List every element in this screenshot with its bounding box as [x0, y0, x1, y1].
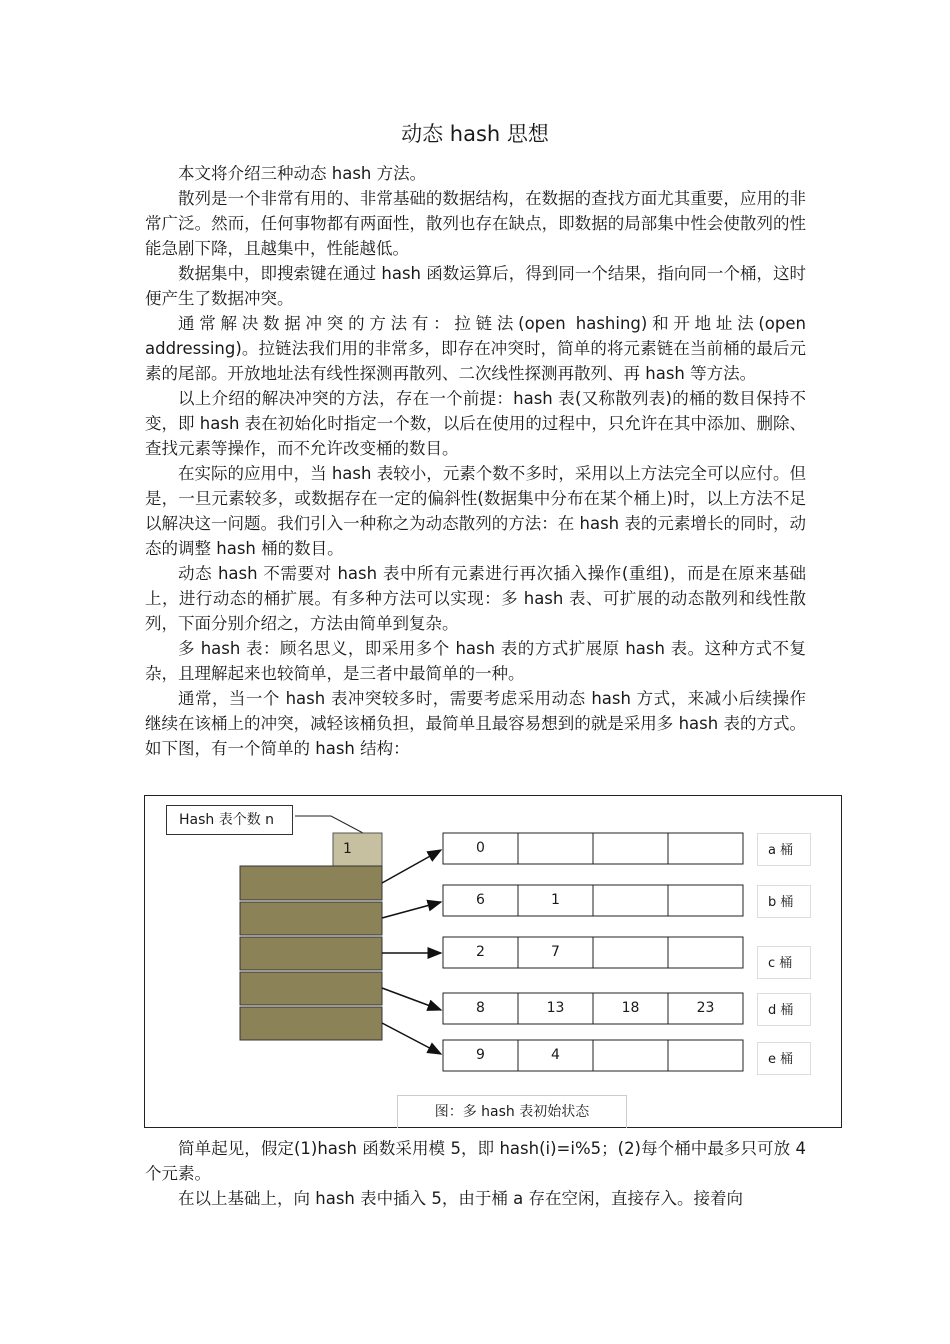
paragraph: 通常解决数据冲突的方法有：拉链法(open hashing)和开地址法(open addressing)。拉链法我们用的非常多，即存在冲突时，简单的将元素链在当前桶的最后元素的尾部。开放地址法有线性探测再散列、二次线性探测再散列、再 hash 等方法。: [145, 314, 806, 383]
paragraph: 在以上基础上，向 hash 表中插入 5，由于桶 a 存在空闲，直接存入。接着向: [178, 1189, 743, 1208]
bucket-cell: [668, 1040, 743, 1071]
bucket-cell: 8: [476, 1000, 485, 1016]
bucket-cell: [593, 937, 668, 968]
body-text-bottom: [145, 1136, 806, 1211]
bucket-cell: [593, 833, 668, 864]
bucket-cell: 23: [696, 1000, 715, 1016]
bucket-cell: 2: [476, 944, 485, 960]
paragraph: 以上介绍的解决冲突的方法，存在一个前提：hash 表(又称散列表)的桶的数目保持不变，即 hash 表在初始化时指定一个数，以后在使用的过程中，只允许在其中添加、删除、查找元素等操作，而不允许改变桶的数目。: [145, 389, 806, 458]
paragraph: 本文将介绍三种动态 hash 方法。: [178, 164, 427, 183]
paragraph: 简单起见，假定(1)hash 函数采用模 5，即 hash(i)=i%5；(2)每个桶中最多只可放 4 个元素。: [145, 1139, 806, 1183]
bucket-label-a: a 桶: [757, 833, 811, 866]
bucket-cell: [668, 937, 743, 968]
bucket-cell: 1: [551, 892, 560, 908]
figure-caption: 图：多 hash 表初始状态: [397, 1095, 627, 1128]
bucket-label-d: d 桶: [757, 993, 811, 1026]
paragraph: 动态 hash 不需要对 hash 表中所有元素进行再次插入操作(重组)，而是在原来基础上，进行动态的桶扩展。有多种方法可以实现：多 hash 表、可扩展的动态散列和线性散列，下面分别介绍之，方法由简单到复杂。: [145, 564, 806, 633]
hash-count-label: Hash 表个数 n: [166, 805, 293, 835]
bucket-cell: [668, 833, 743, 864]
bucket-cell: 0: [476, 840, 485, 856]
bucket-cell: 7: [551, 944, 560, 960]
body-text-top: [145, 161, 806, 761]
bucket-cell: 9: [476, 1047, 485, 1063]
arrow-d: [382, 988, 441, 1010]
count-pointer-line: [295, 816, 363, 833]
bucket-cell: [593, 1040, 668, 1071]
bucket-label-c: c 桶: [757, 946, 811, 979]
arrow-b: [382, 902, 441, 918]
arrow-e: [382, 1023, 441, 1054]
page-title: 动态 hash 思想: [401, 122, 549, 146]
bucket-cell: [593, 885, 668, 916]
arrow-a: [382, 850, 441, 883]
hash-count-value: 1: [343, 841, 352, 857]
bucket-label-e: e 桶: [757, 1042, 811, 1075]
bucket-cell: 18: [621, 1000, 640, 1016]
bucket-cell: 13: [546, 1000, 565, 1016]
bucket-cell: 4: [551, 1047, 560, 1063]
paragraph: 数据集中，即搜索键在通过 hash 函数运算后，得到同一个结果，指向同一个桶，这时便产生了数据冲突。: [145, 264, 806, 308]
paragraph: 通常，当一个 hash 表冲突较多时，需要考虑采用动态 hash 方式，来减小后续操作继续在该桶上的冲突，减轻该桶负担，最简单且最容易想到的就是采用多 hash 表的方式。如下图，有一个简单的 hash 结构：: [145, 689, 806, 758]
bucket-label-b: b 桶: [757, 885, 811, 918]
bucket-cell: [668, 885, 743, 916]
bucket-cell: 6: [476, 892, 485, 908]
paragraph: 多 hash 表：顾名思义，即采用多个 hash 表的方式扩展原 hash 表。这种方式不复杂，且理解起来也较简单，是三者中最简单的一种。: [145, 639, 806, 683]
hash-table-stack: [240, 866, 382, 1040]
hash-figure: [144, 795, 842, 1128]
paragraph: 在实际的应用中，当 hash 表较小，元素个数不多时，采用以上方法完全可以应付。但是，一旦元素较多，或数据存在一定的偏斜性(数据集中分布在某个桶上)时，以上方法不足以解决这一问题。我们引入一种称之为动态散列的方法：在 hash 表的元素增长的同时，动态的调整 hash 桶的数目。: [145, 464, 806, 558]
paragraph: 散列是一个非常有用的、非常基础的数据结构，在数据的查找方面尤其重要，应用的非常广泛。然而，任何事物都有两面性，散列也存在缺点，即数据的局部集中性会使散列的性能急剧下降，且越集中，性能越低。: [145, 189, 806, 258]
bucket-cell: [518, 833, 593, 864]
